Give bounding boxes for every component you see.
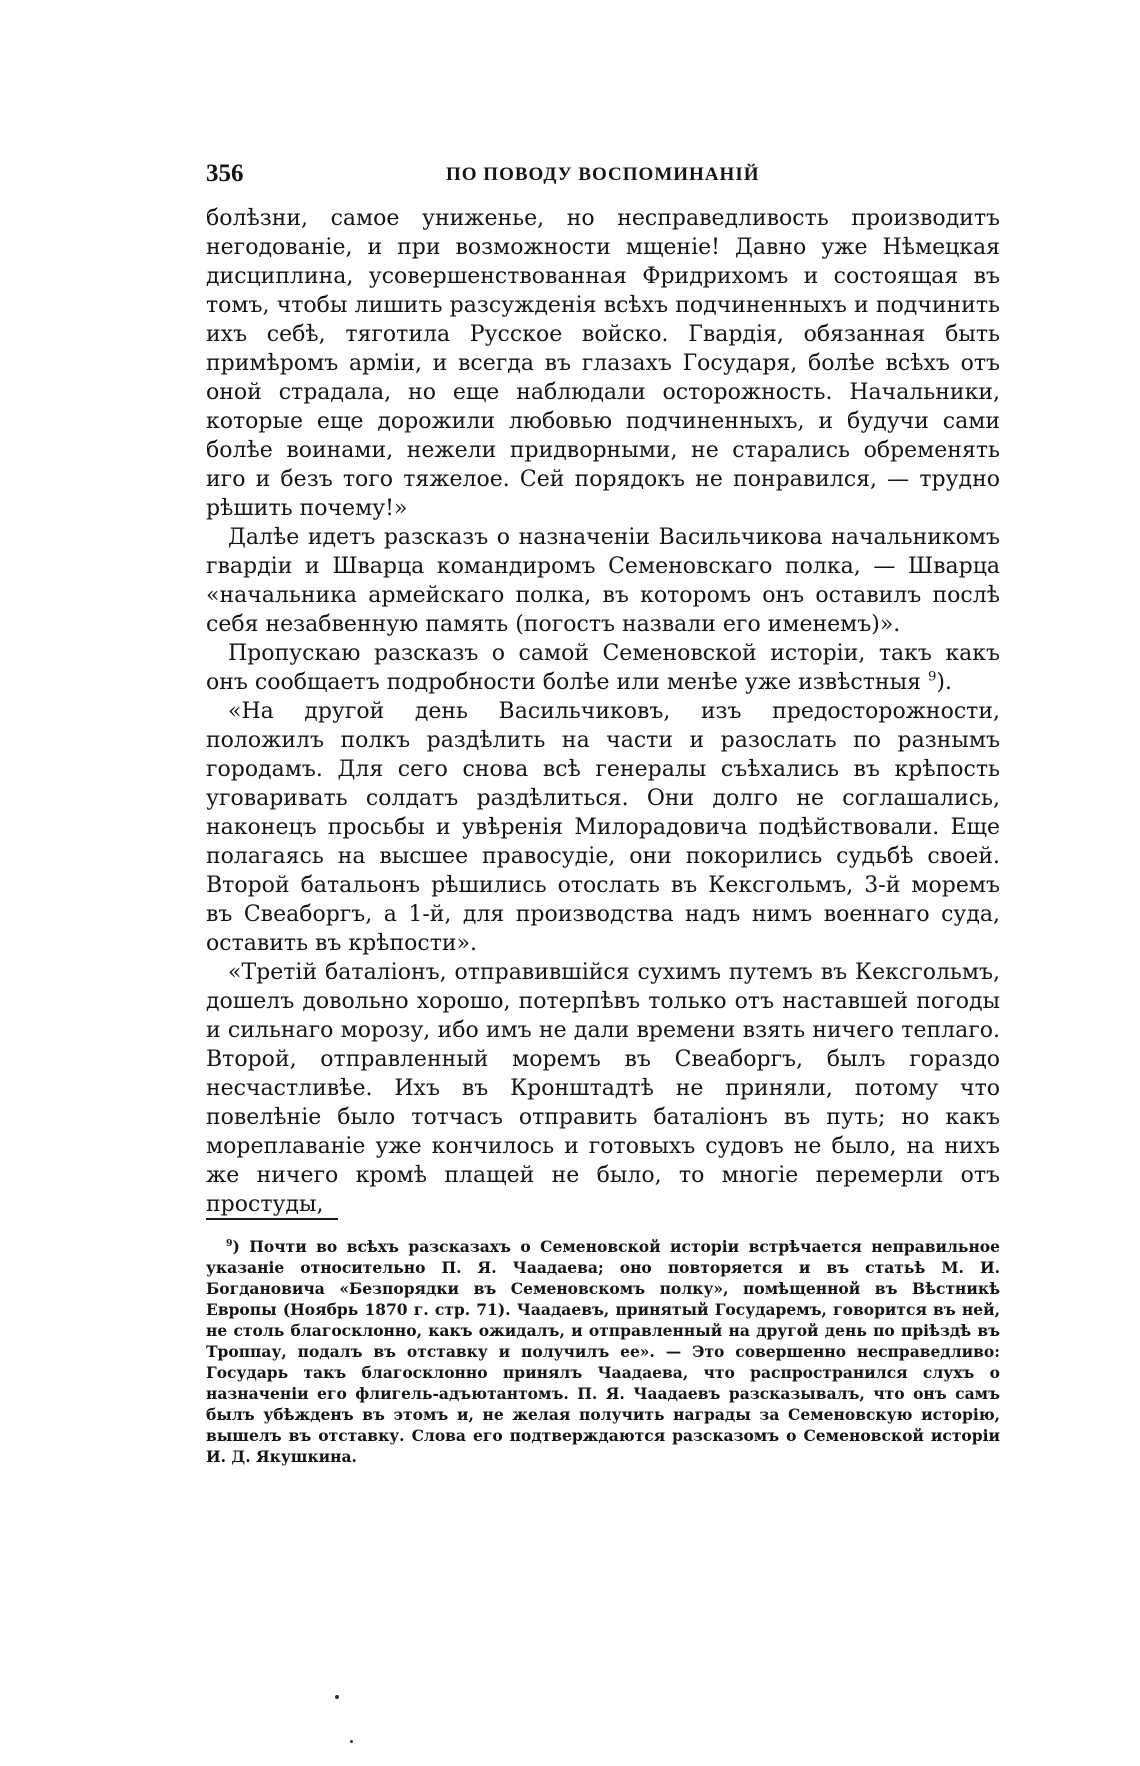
footnote-reference-suffix: ). (936, 670, 952, 695)
paragraph-1: болѣзни, самое униженье, но несправедливость производитъ негодованіе, и при возможности мщеніе! Давно уже Нѣмецкая дисциплина, усовершенствованная Фридрихомъ и состоящая въ томъ, чтобы лишить разсужденія всѣхъ подчиненныхъ и подчинить ихъ себѣ, тяготила Русское войско. Гвардія, обязанная быть примѣромъ арміи, и всегда въ глазахъ Государя, болѣе всѣхъ отъ оной страдала, но еще наблюдали осторожность. Начальники, которые еще дорожили любовью подчиненныхъ, и будучи сами болѣе воинами, нежели придворными, не старались обременять иго и безъ того тяжелое. Сей порядокъ не понравился, — трудно рѣшить почему!» (206, 206, 1000, 521)
footnote (206, 1236, 1000, 1467)
paragraph-3-text: Пропускаю разсказъ о самой Семеновской исторіи, такъ какъ онъ сообщаетъ подробности болѣе или менѣе уже извѣстныя (206, 641, 1000, 695)
paragraph-2: Далѣе идетъ разсказъ о назначеніи Васильчикова начальникомъ гвардіи и Шварца командиромъ Семеновскаго полка, — Шварца «начальника армейскаго полка, въ которомъ онъ оставилъ послѣ себя незабвенную память (погостъ назвали его именемъ)». (206, 525, 1000, 637)
footnote-marker: 9 (226, 1237, 233, 1249)
footnote-reference: 9 (927, 669, 937, 685)
paragraph-3 (206, 639, 1000, 697)
page-header (206, 160, 1000, 192)
running-title: ПО ПОВОДУ ВОСПОМИНАНІЙ (446, 164, 760, 185)
print-speck (350, 1740, 353, 1743)
footnote-divider (206, 1218, 338, 1220)
paragraph-5: «Третій баталіонъ, отправившійся сухимъ путемъ въ Кексгольмъ, дошелъ довольно хорошо, потерпѣвъ только отъ наставшей погоды и сильнаго морозу, ибо имъ не дали времени взять ничего теплаго. Второй, отправленный моремъ въ Свеаборгъ, былъ гораздо несчастливѣе. Ихъ въ Кронштадтѣ не приняли, потому что повелѣніе было тотчасъ отправить баталіонъ въ путь; но какъ мореплаваніе уже кончилось и готовыхъ судовъ не было, на нихъ же ничего кромѣ плащей не было, то многіе перемерли отъ простуды, (206, 960, 1000, 1217)
main-text (206, 204, 1000, 1219)
print-speck (335, 1695, 339, 1699)
footnote-text: ) Почти во всѣхъ разсказахъ о Семеновской исторіи встрѣчается неправильное указаніе относительно П. Я. Чаадаева; оно повторяется и въ статьѣ М. И. Богдановича «Безпорядки въ Семеновскомъ полку», помѣщенной въ Вѣстникѣ Европы (Ноябрь 1870 г. стр. 71). Чаадаевъ, принятый Государемъ, говорится въ ней, не столь благосклонно, какъ ожидалъ, и отправленный на другой день по пріѣздѣ въ Троппау, подалъ въ отставку и получилъ ее». — Это совершенно несправедливо: Государь такъ благосклонно принялъ Чаадаева, что распространился слухъ о назначеніи его флигель-адъютантомъ. П. Я. Чаадаевъ разсказывалъ, что онъ самъ былъ убѣжденъ въ этомъ и, не желая получить награды за Семеновскую исторію, вышелъ въ отставку. Слова его подтверждаются разсказомъ о Семеновской исторіи И. Д. Якушкина. (206, 1237, 1000, 1466)
page-number: 356 (206, 160, 244, 187)
paragraph-4: «На другой день Васильчиковъ, изъ предосторожности, положилъ полкъ раздѣлить на части и разослать по разнымъ городамъ. Для сего снова всѣ генералы съѣхались въ крѣпость уговаривать солдатъ раздѣлиться. Они долго не соглашались, наконецъ просьбы и увѣренія Милорадовича подѣйствовали. Еще полагаясь на высшее правосудіе, они покорились судьбѣ своей. Второй батальонъ рѣшились отослать въ Кексгольмъ, 3-й моремъ въ Свеаборгъ, а 1-й, для производства надъ нимъ военнаго суда, оставить въ крѣпости». (206, 699, 1000, 956)
